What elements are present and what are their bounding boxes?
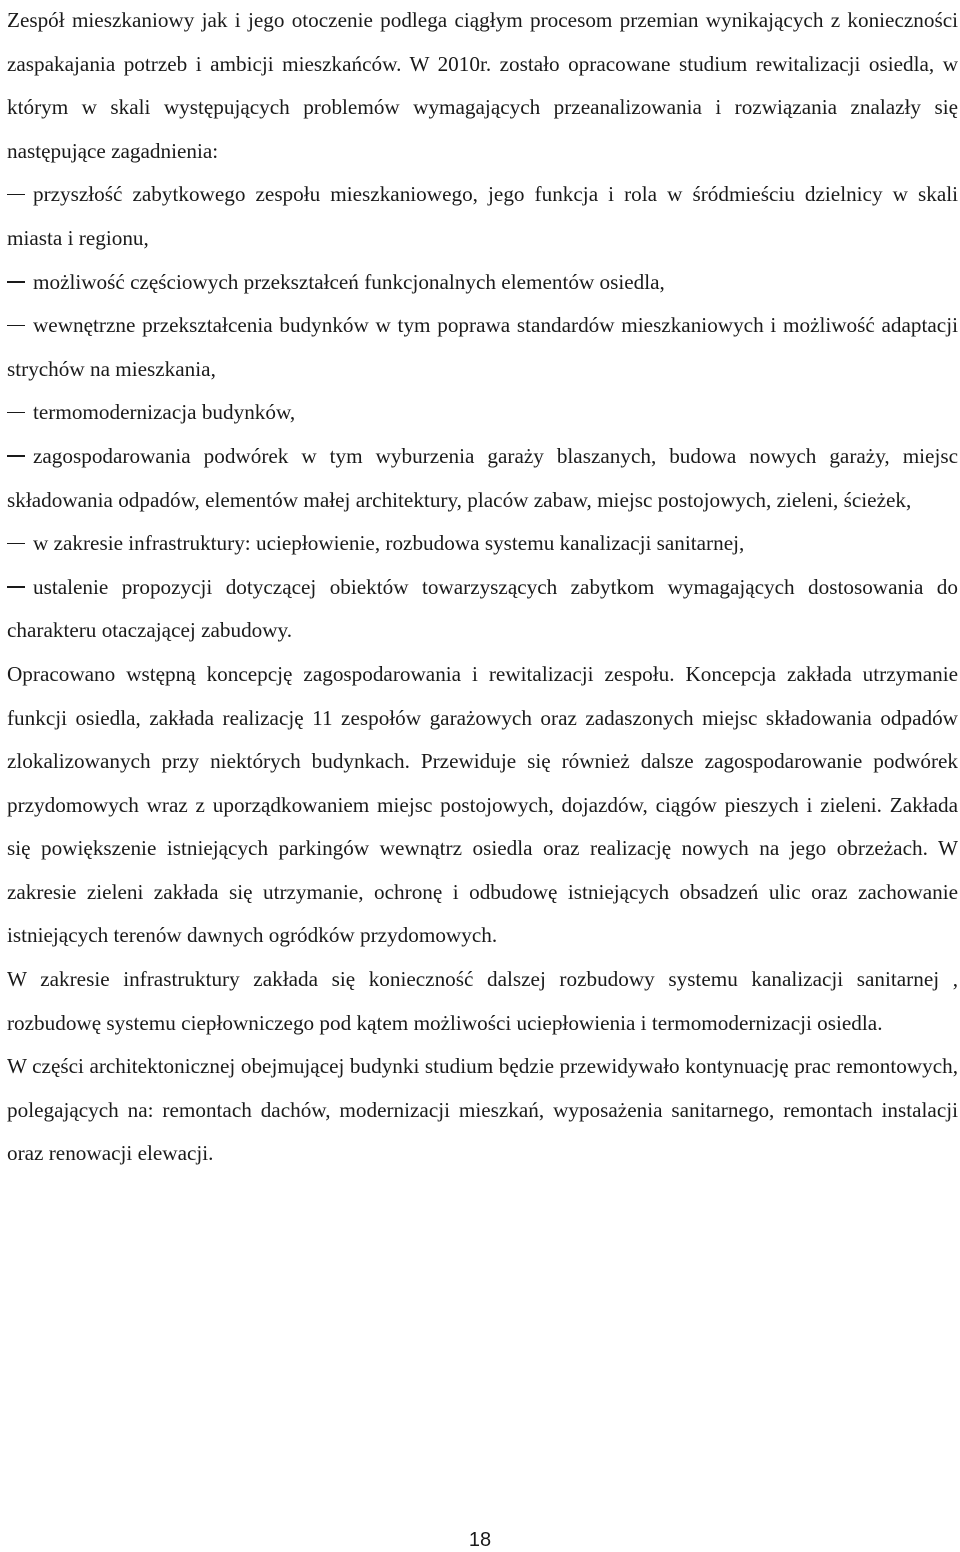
architecture-paragraph: W części architektonicznej obejmującej budynki studium będzie przewidywało kontynuację prac remontowych, polegających na: remontach dachów, modernizacji mieszkań, wyposażenia sanitarnego, remontach instalacji oraz renowacji elewacji. bbox=[7, 1054, 958, 1166]
bullet-item bbox=[7, 522, 958, 566]
bullet-item bbox=[7, 261, 958, 305]
bullet-text: w zakresie infrastruktury: uciepłowienie, rozbudowa systemu kanalizacji sanitarnej, bbox=[33, 531, 745, 556]
intro-paragraph: Zespół mieszkaniowy jak i jego otoczenie podlega ciągłym procesom przemian wynikających z konieczności zaspakajania potrzeb i ambicji mieszkańców. W 2010r. zostało opracowane studium rewitalizacji osiedla, w którym w skali występujących problemów wymagających przeanalizowania i rozwiązania znalazły się następujące zagadnienia: bbox=[7, 8, 958, 163]
bullet-text: zagospodarowania podwórek w tym wyburzenia garaży blaszanych, budowa nowych garaży, miejsc składowania odpadów, elementów małej architektury, placów zabaw, miejsc postojowych, zieleni, ścieżek, bbox=[7, 443, 958, 512]
document-page bbox=[7, 0, 958, 1176]
dash-bullet-icon bbox=[7, 194, 25, 196]
bullet-text: wewnętrzne przekształcenia budynków w tym poprawa standardów mieszkaniowych i możliwość adaptacji strychów na mieszkania, bbox=[7, 313, 958, 381]
dash-bullet-icon bbox=[7, 281, 25, 283]
bullet-item bbox=[7, 304, 958, 391]
infrastructure-paragraph: W zakresie infrastruktury zakłada się konieczność dalszej rozbudowy systemu kanalizacji sanitarnej , rozbudowę systemu ciepłowniczego pod kątem możliwości uciepłowienia i termomodernizacji osiedla. bbox=[7, 967, 958, 1035]
bullet-text: przyszłość zabytkowego zespołu mieszkaniowego, jego funkcja i rola w śródmieściu dzielnicy w skali miasta i regionu, bbox=[7, 182, 958, 250]
concept-paragraph: Opracowano wstępną koncepcję zagospodarowania i rewitalizacji zespołu. Koncepcja zakłada utrzymanie funkcji osiedla, zakłada realizację 11 zespołów garażowych oraz zadaszonych miejsc składowania odpadów zlokalizowanych przy niektórych budynkach. Przewiduje się również dalsze zagospodarowanie podwórek przydomowych wraz z uporządkowaniem miejsc postojowych, dojazdów, ciągów pieszych i zieleni. Zakłada się powiększenie istniejących parkingów wewnątrz osiedla oraz realizację nowych na jego obrzeżach. W zakresie zieleni zakłada się utrzymanie, ochronę i odbudowę istniejących obsadzeń ulic oraz zachowanie istniejących terenów dawnych ogródków przydomowych. bbox=[7, 661, 958, 948]
dash-bullet-icon bbox=[7, 325, 25, 327]
page-number: 18 bbox=[468, 1529, 492, 1551]
dash-bullet-icon bbox=[7, 543, 25, 545]
bullet-item bbox=[7, 173, 958, 260]
dash-bullet-icon bbox=[7, 412, 25, 414]
dash-bullet-icon bbox=[7, 586, 25, 588]
bullet-text: termomodernizacja budynków, bbox=[33, 400, 296, 425]
bullet-text: ustalenie propozycji dotyczącej obiektów towarzyszących zabytkom wymagających dostosowania do charakteru otaczającej zabudowy. bbox=[7, 574, 958, 643]
bullet-item bbox=[7, 391, 958, 435]
bullet-item bbox=[7, 566, 958, 653]
bullet-item bbox=[7, 435, 958, 522]
dash-bullet-icon bbox=[7, 455, 25, 457]
bullet-text: możliwość częściowych przekształceń funkcjonalnych elementów osiedla, bbox=[33, 269, 665, 294]
